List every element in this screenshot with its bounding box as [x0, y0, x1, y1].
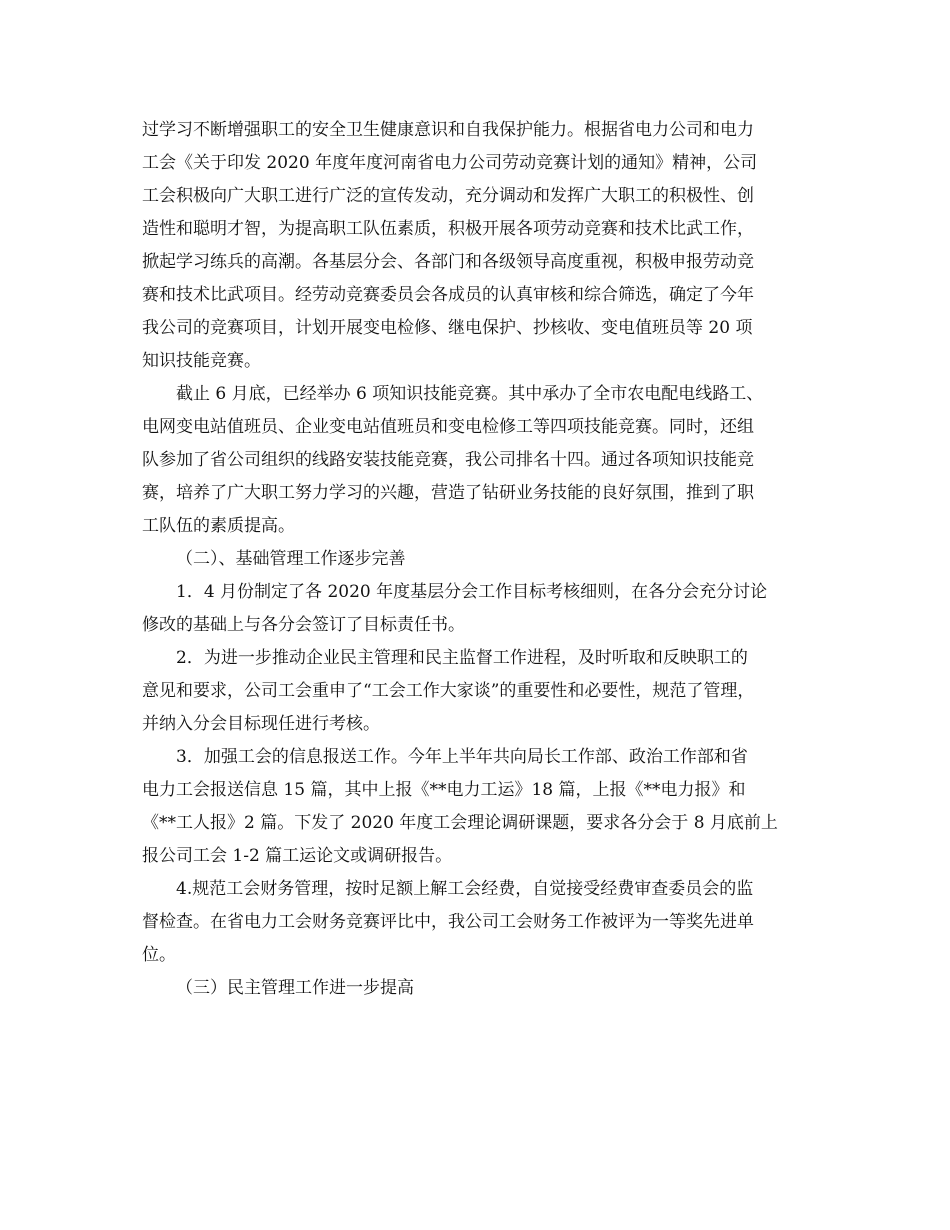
- text-line: 我公司的竞赛项目，计划开展变电检修、继电保护、抄核收、变电值班员等 20 项: [142, 318, 753, 338]
- text-line: 修改的基础上与各分会签订了目标责任书。: [142, 615, 465, 635]
- paragraph-start: 4.规范工会财务管理，按时足额上解工会经费，自觉接受经费审查委员会的监: [176, 879, 754, 899]
- text-line: 并纳入分会目标现任进行考核。: [142, 714, 380, 734]
- text-line: 过学习不断增强职工的安全卫生健康意识和自我保护能力。根据省电力公司和电力: [142, 120, 754, 140]
- text-line: 队参加了省公司组织的线路安装技能竞赛，我公司排名十四。通过各项知识技能竞: [142, 450, 754, 470]
- text-line: 造性和聪明才智，为提高职工队伍素质，积极开展各项劳动竞赛和技术比武工作，: [142, 219, 754, 239]
- text-line: 电网变电站值班员、企业变电站值班员和变电检修工等四项技能竞赛。同时，还组: [142, 417, 754, 437]
- paragraph-start: 截止 6 月底，已经举办 6 项知识技能竞赛。其中承办了全市农电配电线路工、: [176, 384, 764, 404]
- text-line: 位。: [142, 945, 176, 965]
- text-line: 报公司工会 1-2 篇工运论文或调研报告。: [142, 846, 453, 866]
- text-line: 赛和技术比武项目。经劳动竞赛委员会各成员的认真审核和综合筛选，确定了今年: [142, 285, 754, 305]
- text-line: 掀起学习练兵的高潮。各基层分会、各部门和各级领导高度重视，积极申报劳动竞: [142, 252, 754, 272]
- text-line: 《**工人报》2 篇。下发了 2020 年度工会理论调研课题，要求各分会于 8 月底前上: [142, 813, 778, 833]
- text-line: 工队伍的素质提高。: [142, 516, 295, 536]
- text-line: 工会积极向广大职工进行广泛的宣传发动，充分调动和发挥广大职工的积极性、创: [142, 186, 754, 206]
- document-body: [142, 114, 822, 1005]
- section-heading: （三）民主管理工作进一步提高: [176, 978, 414, 998]
- text-line: 意见和要求，公司工会重申了“工会工作大家谈”的重要性和必要性，规范了管理，: [142, 681, 755, 701]
- text-line: 赛，培养了广大职工努力学习的兴趣，营造了钻研业务技能的良好氛围，推到了职: [142, 483, 754, 503]
- paragraph-start: 2．为进一步推动企业民主管理和民主监督工作进程，及时听取和反映职工的: [176, 648, 748, 668]
- text-line: 电力工会报送信息 15 篇，其中上报《**电力工运》18 篇，上报《**电力报》和: [142, 780, 746, 800]
- paragraph-start: 1．4 月份制定了各 2020 年度基层分会工作目标考核细则，在各分会充分讨论: [176, 582, 768, 602]
- text-line: 工会《关于印发 2020 年度年度河南省电力公司劳动竞赛计划的通知》精神，公司: [142, 153, 758, 173]
- text-line: 知识技能竞赛。: [142, 351, 261, 371]
- paragraph-start: 3．加强工会的信息报送工作。今年上半年共向局长工作部、政治工作部和省: [176, 747, 748, 767]
- text-line: 督检查。在省电力工会财务竞赛评比中，我公司工会财务工作被评为一等奖先进单: [142, 912, 754, 932]
- section-heading: （二）、基础管理工作逐步完善: [176, 549, 406, 569]
